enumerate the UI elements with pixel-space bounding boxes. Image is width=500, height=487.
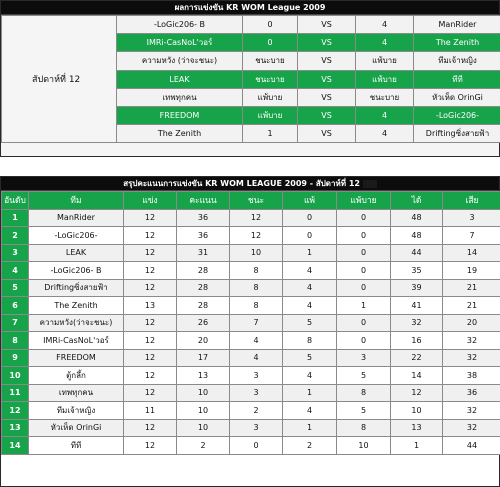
- week-label: สัปดาห์ที่ 12: [2, 16, 117, 143]
- played-cell: 12: [124, 314, 177, 332]
- team-cell: IMRi-CasNoL'วอร์: [29, 332, 124, 350]
- vs-label: VS: [298, 34, 356, 52]
- rank-cell: 9: [2, 349, 29, 367]
- team-cell: หัวเห็ด OrinGi: [29, 419, 124, 437]
- wins-cell: 4: [230, 332, 283, 350]
- standings-table: [1, 191, 500, 455]
- goals-against-cell: 32: [443, 349, 500, 367]
- losses-cell: 1: [283, 419, 337, 437]
- played-cell: 12: [124, 349, 177, 367]
- team-cell: ทีมเจ้าหญิง: [29, 402, 124, 420]
- losses-cell: 1: [283, 384, 337, 402]
- home-team: LEAK: [117, 70, 243, 88]
- losses-cell: 5: [283, 349, 337, 367]
- goals-for-cell: 39: [391, 279, 443, 297]
- forfeit-losses-cell: 8: [337, 384, 391, 402]
- column-header: แพ้บาย: [337, 192, 391, 210]
- played-cell: 11: [124, 402, 177, 420]
- rank-cell: 3: [2, 244, 29, 262]
- points-cell: 13: [177, 367, 230, 385]
- wins-cell: 4: [230, 349, 283, 367]
- away-score: 4: [356, 16, 414, 34]
- goals-for-cell: 48: [391, 227, 443, 245]
- goals-for-cell: 48: [391, 209, 443, 227]
- goals-against-cell: 32: [443, 402, 500, 420]
- home-score: 1: [243, 125, 298, 143]
- column-header: เสีย: [443, 192, 500, 210]
- played-cell: 12: [124, 244, 177, 262]
- home-team: เทพทุกคน: [117, 88, 243, 106]
- goals-against-cell: 20: [443, 314, 500, 332]
- losses-cell: 0: [283, 227, 337, 245]
- forfeit-losses-cell: 1: [337, 297, 391, 315]
- rank-cell: 12: [2, 402, 29, 420]
- forfeit-losses-cell: 0: [337, 244, 391, 262]
- vs-label: VS: [298, 125, 356, 143]
- goals-for-cell: 22: [391, 349, 443, 367]
- goals-for-cell: 10: [391, 402, 443, 420]
- played-cell: 12: [124, 437, 177, 455]
- away-team: ทีมเจ้าหญิง: [414, 52, 500, 70]
- results-table: [1, 15, 500, 143]
- table-row: [2, 419, 500, 437]
- goals-for-cell: 14: [391, 367, 443, 385]
- goals-against-cell: 3: [443, 209, 500, 227]
- table-row: [2, 349, 500, 367]
- table-row: [2, 332, 500, 350]
- rank-cell: 14: [2, 437, 29, 455]
- team-cell: Driftingซิ่งสายฟ้า: [29, 279, 124, 297]
- points-cell: 26: [177, 314, 230, 332]
- forfeit-losses-cell: 0: [337, 227, 391, 245]
- losses-cell: 5: [283, 314, 337, 332]
- results-title: ผลการแข่งขัน KR WOM League 2009: [1, 1, 499, 15]
- team-cell: LEAK: [29, 244, 124, 262]
- wins-cell: 8: [230, 279, 283, 297]
- goals-against-cell: 21: [443, 279, 500, 297]
- team-cell: ManRider: [29, 209, 124, 227]
- forfeit-losses-cell: 0: [337, 262, 391, 280]
- goals-against-cell: 44: [443, 437, 500, 455]
- goals-for-cell: 16: [391, 332, 443, 350]
- rank-cell: 10: [2, 367, 29, 385]
- match-row: [2, 16, 500, 34]
- forfeit-losses-cell: 10: [337, 437, 391, 455]
- losses-cell: 4: [283, 262, 337, 280]
- goals-for-cell: 41: [391, 297, 443, 315]
- standings-header-row: [2, 192, 500, 210]
- played-cell: 12: [124, 279, 177, 297]
- column-header: ทีม: [29, 192, 124, 210]
- home-score: ชนะบาย: [243, 52, 298, 70]
- team-cell: -LoGic206- B: [29, 262, 124, 280]
- team-cell: ทีที: [29, 437, 124, 455]
- away-score: 4: [356, 125, 414, 143]
- played-cell: 12: [124, 419, 177, 437]
- points-cell: 2: [177, 437, 230, 455]
- losses-cell: 2: [283, 437, 337, 455]
- wins-cell: 12: [230, 209, 283, 227]
- home-team: The Zenith: [117, 125, 243, 143]
- table-row: [2, 262, 500, 280]
- team-cell: -LoGic206-: [29, 227, 124, 245]
- results-panel: [0, 0, 500, 157]
- points-cell: 20: [177, 332, 230, 350]
- goals-against-cell: 19: [443, 262, 500, 280]
- table-row: [2, 437, 500, 455]
- rank-cell: 8: [2, 332, 29, 350]
- home-score: 0: [243, 34, 298, 52]
- points-cell: 28: [177, 297, 230, 315]
- wins-cell: 3: [230, 384, 283, 402]
- rank-cell: 11: [2, 384, 29, 402]
- table-row: [2, 279, 500, 297]
- goals-for-cell: 44: [391, 244, 443, 262]
- played-cell: 12: [124, 262, 177, 280]
- losses-cell: 4: [283, 279, 337, 297]
- rank-cell: 5: [2, 279, 29, 297]
- forfeit-losses-cell: 5: [337, 367, 391, 385]
- team-cell: FREEDOM: [29, 349, 124, 367]
- wins-cell: 10: [230, 244, 283, 262]
- losses-cell: 4: [283, 297, 337, 315]
- played-cell: 12: [124, 209, 177, 227]
- goals-for-cell: 12: [391, 384, 443, 402]
- points-cell: 28: [177, 279, 230, 297]
- wins-cell: 0: [230, 437, 283, 455]
- home-team: IMRi-CasNoL'วอร์: [117, 34, 243, 52]
- away-score: 4: [356, 34, 414, 52]
- table-row: [2, 402, 500, 420]
- wins-cell: 8: [230, 297, 283, 315]
- table-row: [2, 227, 500, 245]
- rank-cell: 1: [2, 209, 29, 227]
- away-team: The Zenith: [414, 34, 500, 52]
- points-cell: 10: [177, 402, 230, 420]
- goals-against-cell: 14: [443, 244, 500, 262]
- away-team: หัวเห็ด OrinGi: [414, 88, 500, 106]
- goals-for-cell: 1: [391, 437, 443, 455]
- wins-cell: 3: [230, 419, 283, 437]
- goals-for-cell: 32: [391, 314, 443, 332]
- played-cell: 12: [124, 227, 177, 245]
- away-score: 4: [356, 106, 414, 124]
- forfeit-losses-cell: 0: [337, 332, 391, 350]
- losses-cell: 4: [283, 367, 337, 385]
- home-score: ชนะบาย: [243, 70, 298, 88]
- table-row: [2, 367, 500, 385]
- goals-for-cell: 13: [391, 419, 443, 437]
- points-cell: 10: [177, 419, 230, 437]
- table-row: [2, 244, 500, 262]
- away-team: -LoGic206-: [414, 106, 500, 124]
- table-row: [2, 297, 500, 315]
- team-cell: เทพทุกคน: [29, 384, 124, 402]
- forfeit-losses-cell: 5: [337, 402, 391, 420]
- column-header: แพ้: [283, 192, 337, 210]
- away-team: ทีที: [414, 70, 500, 88]
- wins-cell: 3: [230, 367, 283, 385]
- vs-label: VS: [298, 88, 356, 106]
- home-team: FREEDOM: [117, 106, 243, 124]
- home-score: 0: [243, 16, 298, 34]
- vs-label: VS: [298, 52, 356, 70]
- home-score: แพ้บาย: [243, 88, 298, 106]
- rank-cell: 13: [2, 419, 29, 437]
- goals-against-cell: 7: [443, 227, 500, 245]
- rank-cell: 4: [2, 262, 29, 280]
- forfeit-losses-cell: 0: [337, 279, 391, 297]
- points-cell: 36: [177, 209, 230, 227]
- played-cell: 12: [124, 367, 177, 385]
- rank-cell: 2: [2, 227, 29, 245]
- away-score: แพ้บาย: [356, 52, 414, 70]
- column-header: อันดับ: [2, 192, 29, 210]
- played-cell: 13: [124, 297, 177, 315]
- played-cell: 12: [124, 384, 177, 402]
- rank-cell: 6: [2, 297, 29, 315]
- home-team: ความหวัง (ว่าจะชนะ): [117, 52, 243, 70]
- home-team: -LoGic206- B: [117, 16, 243, 34]
- team-cell: The Zenith: [29, 297, 124, 315]
- wins-cell: 12: [230, 227, 283, 245]
- vs-label: VS: [298, 106, 356, 124]
- losses-cell: 1: [283, 244, 337, 262]
- table-row: [2, 384, 500, 402]
- wins-cell: 2: [230, 402, 283, 420]
- standings-title-text: สรุปคะแนนการแข่งขัน KR WOM LEAGUE 2009 - สัปดาห์ที่ 12: [123, 179, 360, 188]
- away-score: แพ้บาย: [356, 70, 414, 88]
- away-score: ชนะบาย: [356, 88, 414, 106]
- goals-for-cell: 35: [391, 262, 443, 280]
- points-cell: 36: [177, 227, 230, 245]
- wins-cell: 8: [230, 262, 283, 280]
- away-team: ManRider: [414, 16, 500, 34]
- standings-panel: [0, 176, 500, 487]
- goals-against-cell: 32: [443, 419, 500, 437]
- points-cell: 17: [177, 349, 230, 367]
- losses-cell: 4: [283, 402, 337, 420]
- team-cell: ความหวัง(ว่าจะชนะ): [29, 314, 124, 332]
- away-team: Driftingซิ่งสายฟ้า: [414, 125, 500, 143]
- points-cell: 28: [177, 262, 230, 280]
- rank-cell: 7: [2, 314, 29, 332]
- forfeit-losses-cell: 0: [337, 209, 391, 227]
- column-header: ได้: [391, 192, 443, 210]
- standings-title: [1, 177, 499, 191]
- points-cell: 10: [177, 384, 230, 402]
- wins-cell: 7: [230, 314, 283, 332]
- forfeit-losses-cell: 0: [337, 314, 391, 332]
- losses-cell: 8: [283, 332, 337, 350]
- points-cell: 31: [177, 244, 230, 262]
- home-score: แพ้บาย: [243, 106, 298, 124]
- table-row: [2, 209, 500, 227]
- forfeit-losses-cell: 3: [337, 349, 391, 367]
- column-header: คะแนน: [177, 192, 230, 210]
- column-header: แข่ง: [124, 192, 177, 210]
- goals-against-cell: 21: [443, 297, 500, 315]
- losses-cell: 0: [283, 209, 337, 227]
- forfeit-losses-cell: 8: [337, 419, 391, 437]
- column-header: ชนะ: [230, 192, 283, 210]
- played-cell: 12: [124, 332, 177, 350]
- goals-against-cell: 32: [443, 332, 500, 350]
- vs-label: VS: [298, 70, 356, 88]
- vs-label: VS: [298, 16, 356, 34]
- goals-against-cell: 38: [443, 367, 500, 385]
- goals-against-cell: 36: [443, 384, 500, 402]
- dark-square-icon: [363, 180, 377, 188]
- team-cell: ตู้กลึ้ก: [29, 367, 124, 385]
- table-row: [2, 314, 500, 332]
